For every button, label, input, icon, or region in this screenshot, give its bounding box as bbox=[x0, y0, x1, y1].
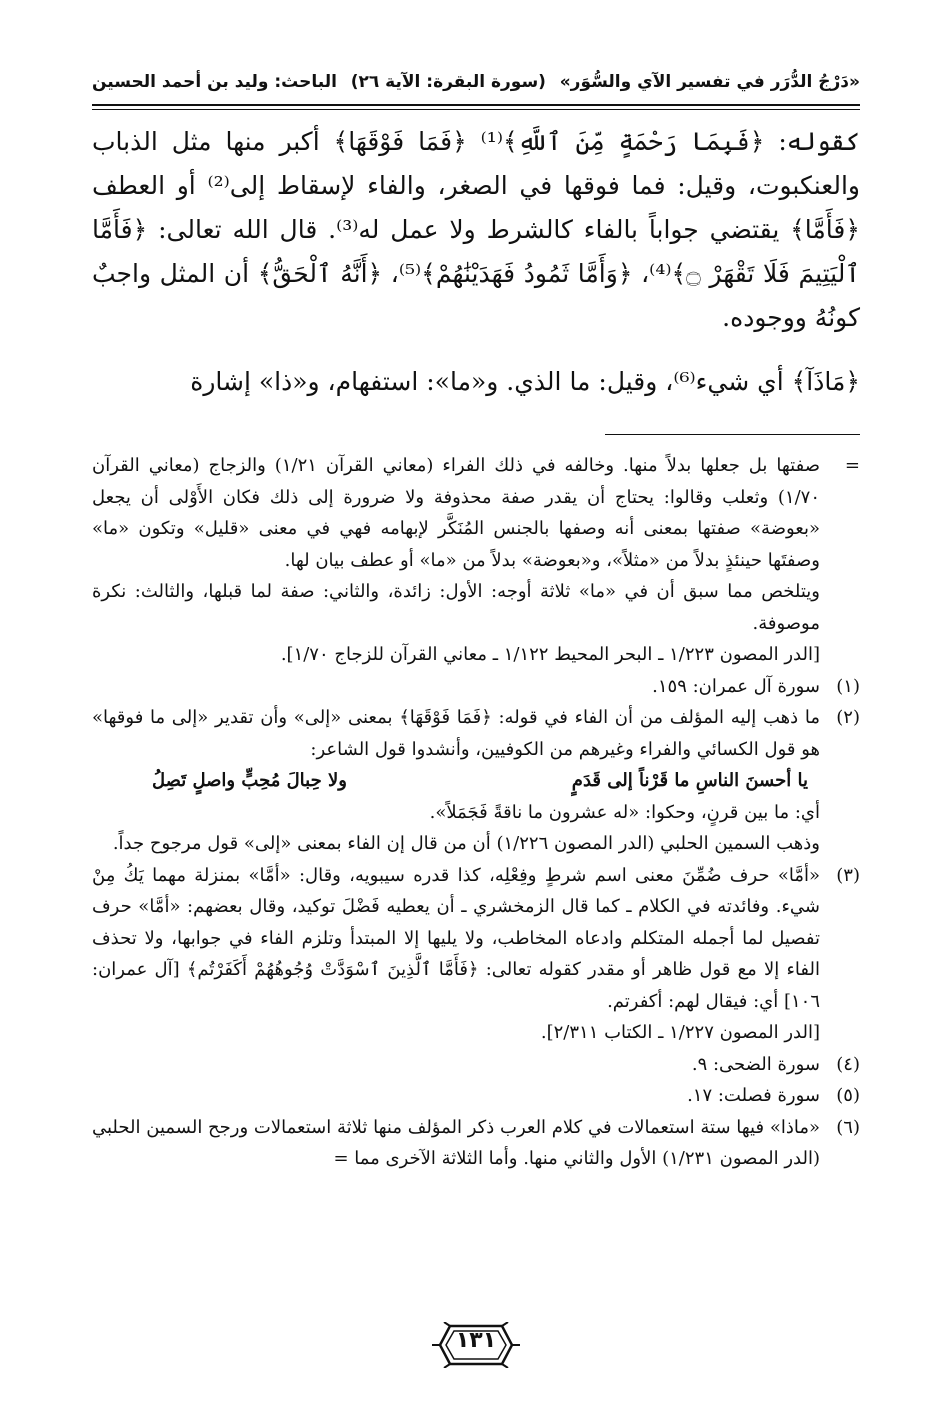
footnote-text: صفتها بل جعلها بدلاً منها. وخالفه في ذلك الفراء (معاني القرآن ١/٢١) والزجاج (معاني القرآن ١/٧٠) وثعلب وقالوا: يحتاج أن يقدر صفة محذوفة ولا ضرورة إلى ذلك فكان الأَوْلى أن يجعل «بعوضة» صفتها بمعنى أنه وصفها بالجنس المُنَكَّر لإبهامه فهي في معنى «قليل» وتكون «ما» وصفتَها حينئذٍ بدلاً من «مثلاً»، و«بعوضة» بدلاً من «ما» أو عطف بيان لها. bbox=[92, 455, 820, 571]
footnote-text: سورة آل عمران: ١٥٩. bbox=[652, 675, 820, 697]
verse-first-hemistich: يا أحسنَ الناسِ ما قَرْناً إلى قَدَمٍ bbox=[571, 770, 808, 791]
footnote-number: (٣) bbox=[836, 864, 860, 886]
footnote-1 bbox=[92, 671, 860, 703]
main-text bbox=[92, 120, 860, 404]
verse-second-hemistich: ولا حِبالَ مُحِبٍّ واصلٍ تَصِلُ bbox=[152, 770, 347, 791]
footnote-number: (٤) bbox=[836, 1053, 860, 1075]
footnote-number: (٥) bbox=[836, 1085, 860, 1106]
footnote-number: (٢) bbox=[836, 707, 860, 728]
footnote-text: ما ذهب إليه المؤلف من أن الفاء في قوله: ﴿فَمَا فَوْقَهَا﴾ بمعنى «إلى» وأن تقدير «إلى ما فوقها» هو قول الكسائي والفراء وغيرهم من الكوفيين، وأنشدوا قول الشاعر: bbox=[92, 707, 820, 760]
footnotes bbox=[92, 450, 860, 1175]
footnote-2 bbox=[92, 702, 860, 860]
footnote-text: أي: ما بين قرنٍ، وحكوا: «له عشرون ما ناقةً فَجَمَلاً». bbox=[429, 801, 820, 823]
footnote-4 bbox=[92, 1049, 860, 1081]
page-number-badge bbox=[430, 1322, 522, 1368]
main-paragraph-2: ﴿مَاذَآ﴾ أي شيء⁽⁶⁾، وقيل: ما الذي. و«ما»: استفهام، و«ذا» إشارة bbox=[190, 367, 860, 396]
footnote-3 bbox=[92, 860, 860, 1049]
continuation-marker: = bbox=[844, 455, 860, 476]
footnote-number: (١) bbox=[836, 675, 860, 697]
page-number: ١٣١ bbox=[455, 1328, 497, 1353]
footnote-text: سورة فصلت: ١٧. bbox=[687, 1085, 820, 1106]
footnote-citation: [الدر المصون ١/٢٢٧ ـ الكتاب ٢/٣١١]. bbox=[540, 1022, 820, 1043]
footnote-text: «ماذا» فيها ستة استعمالات في كلام العرب ذكر المؤلف منها ثلاثة استعمالات ورجح السمين الحلبي (الدر المصون ١/٢٣١) الأول والثاني منها. وأما الثلاثة الآخرى مما = bbox=[92, 1116, 820, 1169]
footnote-text: ويتلخص مما سبق أن في «ما» ثلاثة أوجه: الأول: زائدة، والثاني: صفة لما قبلها، والثالث: نكرة موصوفة. bbox=[92, 581, 820, 634]
footnote-text: وذهب السمين الحلبي (الدر المصون ١/٢٢٦) أن من قال إن الفاء بمعنى «إلى» قول مرجوح جداً. bbox=[112, 833, 820, 854]
footnote-continued bbox=[92, 450, 860, 671]
header-author: الباحث: وليد بن أحمد الحسين bbox=[92, 72, 337, 92]
footnote-5 bbox=[92, 1080, 860, 1112]
footnote-citation: [الدر المصون ١/٢٢٣ ـ البحر المحيط ١/١٢٢ ـ معاني القرآن للزجاج ١/٧٠]. bbox=[280, 644, 820, 665]
footnote-separator bbox=[605, 434, 860, 435]
header-rule-bottom bbox=[92, 109, 860, 110]
footnote-number: (٦) bbox=[836, 1116, 860, 1138]
footnote-text: «أمَّا» حرف ضُمِّنَ معنى اسم شرطٍ وفِعْلِه، كذا قدره سيبويه، وقال: «أمَّا» بمنزلة مهما يَكُ مِنْ شيء. وفائدته في الكلام ـ كما قال الزمخشري ـ أن يعطيه فَضْلَ توكيد، وقال بعضهم: «أمَّا» حرف تفصيل لما أجمله المتكلم وادعاه المخاطب، ولا يليها إلا المبتدأ وتلزم الفاء في جوابها، ولا تحذف الفاء إلا مع قول ظاهر أو مقدر كقوله تعالى: ﴿فَأَمَّا ٱلَّذِينَ ٱسْوَدَّتْ وُجُوهُهُمْ أَكَفَرْتُم﴾ [آل عمران: ١٠٦] أي: فيقال لهم: أكفرتم. bbox=[92, 864, 820, 1012]
footnote-text: سورة الضحى: ٩. bbox=[691, 1053, 820, 1075]
header-surah-ref: (سورة البقرة: الآية ٢٦) bbox=[350, 72, 546, 92]
header-book-title: «دَرْجُ الدُّرَر في تفسير الآي والسُّوَر» bbox=[559, 72, 860, 92]
footnote-6 bbox=[92, 1112, 860, 1175]
header-rule-top bbox=[92, 104, 860, 106]
poetry-verse bbox=[92, 765, 820, 797]
main-paragraph-1: كقوله: ﴿فَبِمَا رَحْمَةٍ مِّنَ ٱللَّهِ﴾⁽¹⁾ ﴿فَمَا فَوْقَهَا﴾ أكبر منها مثل الذباب والعنكبوت، وقيل: فما فوقها في الصغر، والفاء لإسقاط إلى⁽²⁾ أو العطف ﴿فَأَمَّا﴾ يقتضي جواباً بالفاء كالشرط ولا عمل له⁽³⁾. قال الله تعالى: ﴿فَأَمَّا ٱلْيَتِيمَ فَلَا تَقْهَرْ ۝﴾⁽⁴⁾، ﴿وَأَمَّا ثَمُودُ فَهَدَيْنَٰهُمْ﴾⁽⁵⁾، ﴿أَنَّهُ ٱلْحَقُّ﴾ أن المثل واجبٌ كونُهُ ووجوده. bbox=[92, 127, 860, 332]
running-header bbox=[92, 62, 860, 102]
